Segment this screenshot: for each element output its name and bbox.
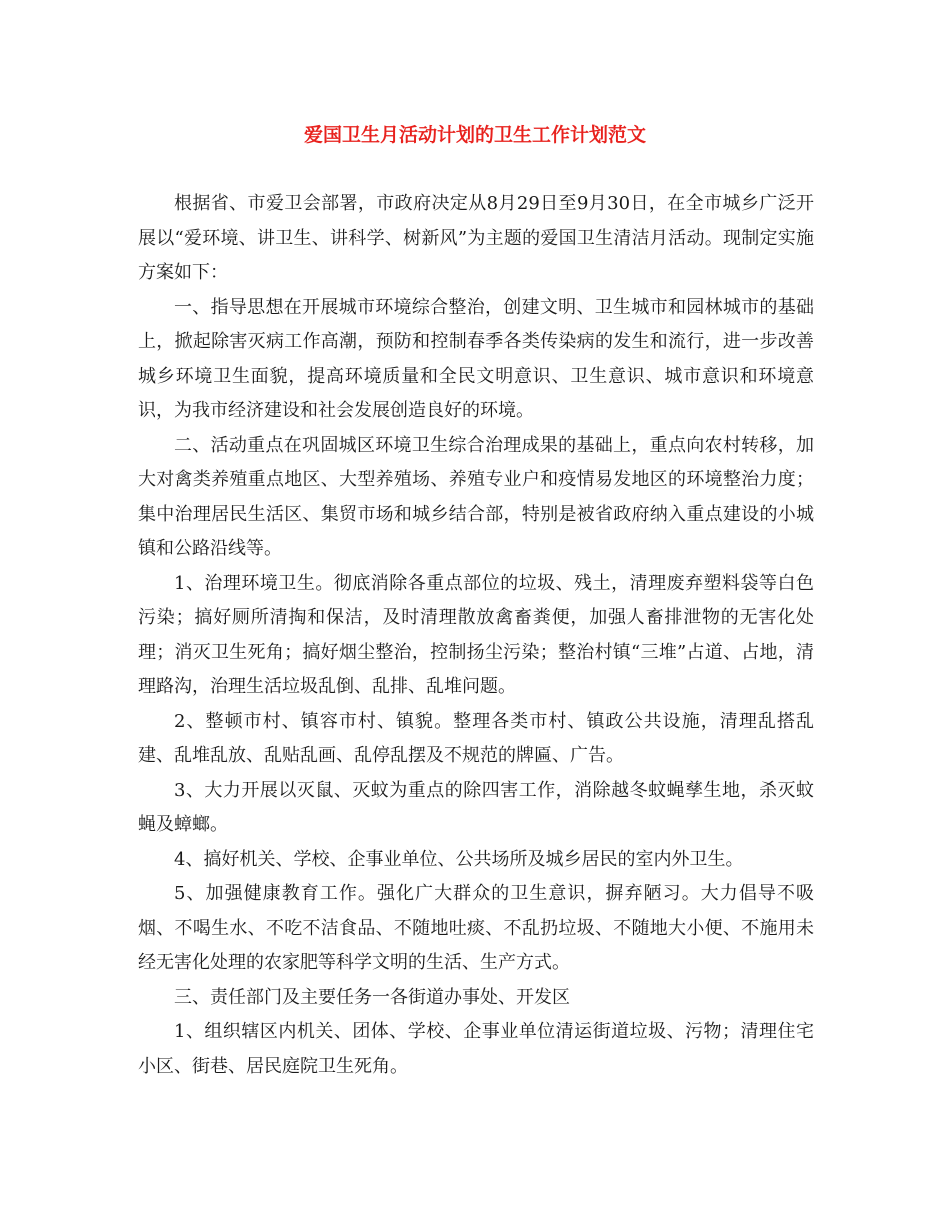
paragraph-item-3: 3、大力开展以灭鼠、灭蚊为重点的除四害工作，消除越冬蚊蝇孳生地，杀灭蚊蝇及蟑螂。 xyxy=(138,779,814,835)
paragraph-item-4: 4、搞好机关、学校、企事业单位、公共场所及城乡居民的室内外卫生。 xyxy=(174,848,744,870)
paragraph-guiding-ideology: 一、指导思想在开展城市环境综合整治，创建文明、卫生城市和园林城市的基础上，掀起除害灭病工作高潮，预防和控制春季各类传染病的发生和流行，进一步改善城乡环境卫生面貌，提高环境质量和全民文明意识、卫生意识、城市意识和环境意识，为我市经济建设和社会发展创造良好的环境。 xyxy=(138,296,814,421)
document-title: 爱国卫生月活动计划的卫生工作计划范文 xyxy=(303,124,646,146)
paragraph-item-1: 1、治理环境卫生。彻底消除各重点部位的垃圾、残土，清理废弃塑料袋等白色污染；搞好厕所清掏和保洁，及时清理散放禽畜粪便，加强人畜排泄物的无害化处理；消灭卫生死角；搞好烟尘整治，控制扬尘污染；整治村镇“三堆”占道、占地，清理路沟，治理生活垃圾乱倒、乱排、乱堆问题。 xyxy=(138,572,814,697)
paragraph-item-5: 5、加强健康教育工作。强化广大群众的卫生意识，摒弃陋习。大力倡导不吸烟、不喝生水、不吃不洁食品、不随地吐痰、不乱扔垃圾、不随地大小便、不施用未经无害化处理的农家肥等科学文明的生活、生产方式。 xyxy=(138,883,814,973)
document-body xyxy=(138,187,814,1084)
paragraph-responsibility-1: 1、组织辖区内机关、团体、学校、企事业单位清运街道垃圾、污物；清理住宅小区、街巷、居民庭院卫生死角。 xyxy=(138,1021,814,1077)
paragraph-responsibilities-heading: 三、责任部门及主要任务一各街道办事处、开发区 xyxy=(174,986,570,1008)
paragraph-item-2: 2、整顿市村、镇容市村、镇貌。整理各类市村、镇政公共设施，清理乱搭乱建、乱堆乱放、乱贴乱画、乱停乱摆及不规范的牌匾、广告。 xyxy=(138,710,814,766)
paragraph-activity-focus: 二、活动重点在巩固城区环境卫生综合治理成果的基础上，重点向农村转移，加大对禽类养殖重点地区、大型养殖场、养殖专业户和疫情易发地区的环境整治力度；集中治理居民生活区、集贸市场和城乡结合部，特别是被省政府纳入重点建设的小城镇和公路沿线等。 xyxy=(138,434,814,559)
paragraph-intro: 根据省、市爱卫会部署，市政府决定从8月29日至9月30日，在全市城乡广泛开展以“爱环境、讲卫生、讲科学、树新风”为主题的爱国卫生清洁月活动。现制定实施方案如下： xyxy=(138,193,814,283)
